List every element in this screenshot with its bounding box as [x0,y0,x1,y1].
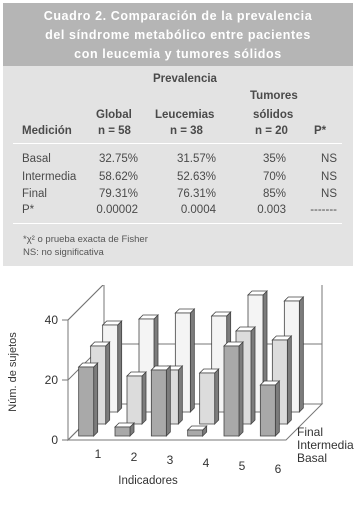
col-tumores-mid: sólidos [253,109,294,121]
series-label-intermedia: Intermedia [297,438,354,452]
col-p: P* [314,125,327,137]
bar-basal-5 [224,342,243,436]
table-cell: 58.62% [98,171,138,183]
caption-line-3: con leucemia y tumores sólidos [74,47,282,61]
row-label: P* [22,204,35,216]
bar-basal-4 [188,426,207,436]
caption-line-1: Cuadro 2. Comparación de la prevalencia [43,9,313,23]
table-cell: 79.31% [98,188,138,200]
bar-basal-3 [151,366,170,436]
bar-intermedia-4 [200,369,219,424]
col-tumores-top: Tumores [250,90,298,102]
col-leucemias-n: n = 38 [170,125,203,137]
table-caption [3,3,353,66]
header-rule [13,143,342,144]
x-tick-label: 1 [94,447,102,461]
group-header: Prevalencia [153,73,217,85]
table-cell: 70% [262,171,286,183]
footer-rule [13,223,342,224]
table-cell: 31.57% [176,153,216,165]
x-tick-label: 4 [202,456,210,470]
table-cell: NS [321,188,337,200]
table-cell: 35% [262,153,286,165]
series-label-basal: Basal [297,451,328,465]
x-tick-label: 3 [166,453,174,467]
series-label-final: Final [297,425,324,439]
x-tick-label: 5 [238,459,246,473]
table-cell: ------- [310,204,337,216]
footnote-2: NS: no significativa [23,247,104,258]
x-tick-label: 2 [130,450,138,464]
col-tumores-n: n = 20 [255,125,288,137]
y-axis-label: Núm. de sujetos [7,332,19,412]
table-cell: 0.003 [257,204,286,216]
table-cell: 52.63% [176,171,216,183]
row-label: Intermedia [22,171,77,183]
table-cell: NS [321,171,337,183]
bar-basal-2 [115,423,134,436]
table-cell: 0.00002 [96,204,138,216]
table-cell: 85% [262,188,286,200]
y-tick-label: 40 [44,313,58,327]
x-tick-label: 6 [274,462,282,476]
bar-basal-1 [79,363,98,436]
row-label: Basal [22,153,51,165]
row-label: Final [22,188,47,200]
col-global-n: n = 58 [98,125,131,137]
col-leucemias-mid: Leucemias [155,109,215,121]
bar-chart-3d [0,285,356,508]
table-cell: 76.31% [176,188,216,200]
table-cell: 0.0004 [180,204,216,216]
table-cell: NS [321,153,337,165]
y-tick-label: 0 [51,433,58,447]
col-global-mid: Global [96,109,132,121]
caption-line-2: del síndrome metabólico entre pacientes [45,28,311,42]
y-tick-label: 20 [44,373,58,387]
table-cell: 32.75% [98,153,138,165]
col-medicion: Medición [22,125,72,137]
bar-basal-6 [260,381,279,436]
x-axis-label: Indicadores [118,475,178,487]
table-box [3,3,353,266]
bar-intermedia-2 [127,372,146,424]
footnote-1: *χ² o prueba exacta de Fisher [23,234,148,245]
